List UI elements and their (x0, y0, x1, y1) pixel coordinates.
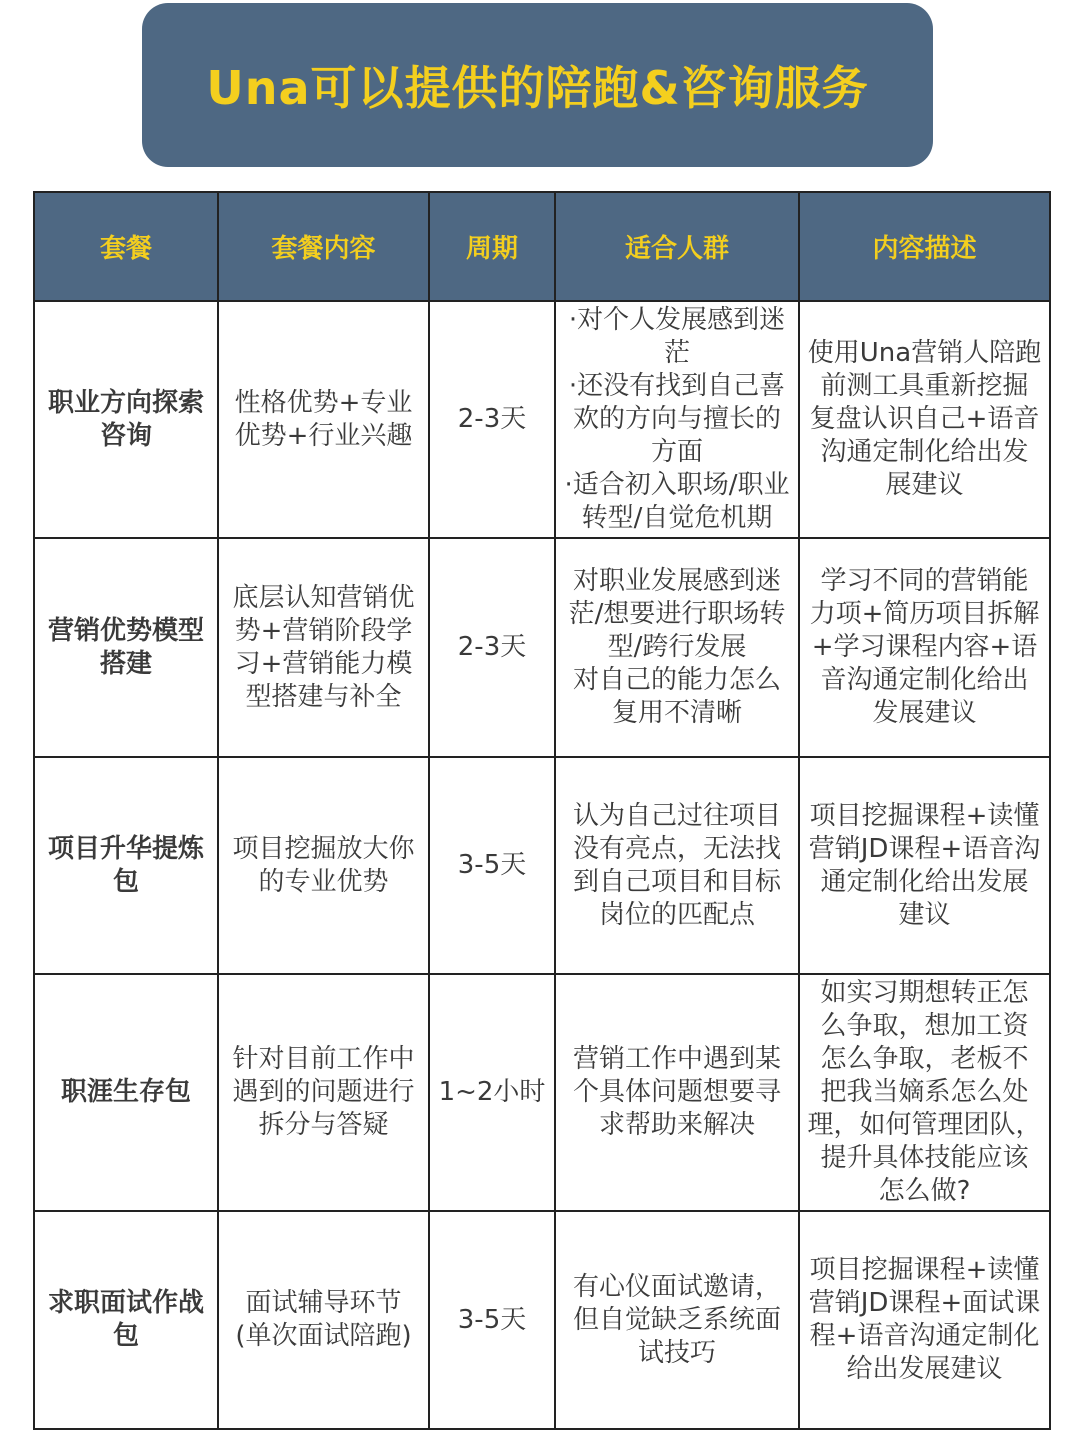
cell-text-line: 提升具体技能应该 (820, 1143, 1029, 1173)
table-row (34, 757, 1050, 974)
audience-cell (555, 301, 799, 538)
plan-content-cell (218, 1211, 429, 1429)
cell-text-line: 没有亮点，无法找 (572, 833, 781, 864)
page-title: Una可以提供的陪跑&咨询服务 (206, 61, 869, 115)
cell-text: 2-3天 (457, 632, 527, 662)
description-cell (799, 538, 1050, 757)
description-cell (799, 1211, 1050, 1429)
cell-text-line: 通定制化给出发展 (820, 866, 1029, 897)
cell-text-line: 营销JD课程+语音沟 (808, 833, 1041, 864)
header-plan: 套餐 (34, 192, 218, 301)
cell-text-line: 茫 (663, 338, 690, 368)
cell-text-line: 展建议 (885, 470, 964, 500)
cell-text-line: 发展建议 (872, 698, 977, 728)
cell-text-line: 项目升华提炼 (47, 833, 204, 864)
table-row (34, 538, 1050, 757)
cell-text-line: (单次面试陪跑) (235, 1321, 412, 1351)
plan-content-cell (218, 301, 429, 538)
cell-text-line: ·还没有找到自己喜 (568, 371, 786, 401)
cell-text-line: 前测工具重新挖掘 (820, 371, 1029, 401)
cell-text-line: 营销工作中遇到某 (572, 1044, 781, 1074)
cell-text-line: 职涯生存包 (60, 1077, 191, 1107)
cell-text-line: 复用不清晰 (611, 698, 742, 728)
cell-text-line: ·适合初入职场/职业 (564, 470, 790, 500)
table-row (34, 974, 1050, 1211)
header-plan-content: 套餐内容 (218, 192, 429, 301)
cell-text-line: +学习课程内容+语 (811, 632, 1038, 662)
cell-text-line: 底层认知营销优 (232, 582, 415, 613)
cell-text-line: 沟通定制化给出发 (820, 437, 1029, 467)
cell-text-line: 求帮助来解决 (598, 1110, 755, 1140)
cell-text-line: 力项+简历项目拆解 (809, 599, 1040, 629)
cell-text: 2-3天 (457, 404, 527, 434)
cell-text-line: 认为自己过往项目 (572, 800, 781, 831)
cell-text-line: 音沟通定制化给出 (820, 665, 1029, 695)
plan-content-cell (218, 538, 429, 757)
cell-text-line: 型/跨行发展 (607, 632, 747, 662)
header-period: 周期 (429, 192, 555, 301)
cell-text-line: 茫/想要进行职场转 (568, 599, 786, 629)
table-header-row (34, 192, 1050, 301)
cell-text-line: 如实习期想转正怎 (820, 978, 1029, 1008)
table-row (34, 301, 1050, 538)
cell-text-line: 转型/自觉危机期 (581, 503, 773, 533)
cell-text-line: 包 (112, 866, 139, 897)
plan-name-cell (34, 538, 218, 757)
period-cell (429, 538, 555, 757)
cell-text-line: 给出发展建议 (846, 1354, 1003, 1384)
cell-text-line: 理，如何管理团队， (807, 1110, 1042, 1140)
cell-text-line: 项目挖掘课程+读懂 (809, 1255, 1040, 1285)
plan-content-cell (218, 974, 429, 1211)
cell-text-line: 求职面试作战 (47, 1288, 204, 1318)
plan-name-cell (34, 301, 218, 538)
period-cell (429, 1211, 555, 1429)
cell-text-line: 把我当嫡系怎么处 (820, 1077, 1029, 1107)
cell-text-line: 怎么争取，老板不 (820, 1044, 1029, 1074)
title-banner (142, 3, 933, 167)
cell-text-line: 使用Una营销人陪跑 (807, 338, 1042, 368)
description-cell (799, 974, 1050, 1211)
cell-text-line: 建议 (898, 899, 951, 930)
plan-name-cell (34, 757, 218, 974)
cell-text-line: 但自觉缺乏系统面 (572, 1304, 781, 1335)
period-cell (429, 974, 555, 1211)
period-cell (429, 757, 555, 974)
cell-text-line: 学习不同的营销能 (820, 566, 1029, 596)
cell-text-line: 么争取，想加工资 (820, 1011, 1029, 1041)
cell-text-line: 的专业优势 (258, 866, 389, 897)
cell-text-line: 项目挖掘放大你 (232, 833, 415, 864)
cell-text-line: 方面 (650, 437, 703, 467)
cell-text-line: 拆分与答疑 (258, 1110, 389, 1140)
plan-name-cell (34, 1211, 218, 1429)
cell-text-line: 岗位的匹配点 (598, 899, 755, 930)
audience-cell (555, 538, 799, 757)
cell-text-line: 营销优势模型 (47, 615, 204, 646)
plan-content-cell (218, 757, 429, 974)
header-description: 内容描述 (799, 192, 1050, 301)
cell-text-line: 怎么做? (878, 1176, 971, 1206)
table-row (34, 1211, 1050, 1429)
cell-text-line: 试技巧 (637, 1337, 716, 1368)
audience-cell (555, 1211, 799, 1429)
cell-text-line: 项目挖掘课程+读懂 (809, 800, 1040, 831)
description-cell (799, 301, 1050, 538)
cell-text: 1~2小时 (438, 1077, 546, 1107)
header-audience: 适合人群 (555, 192, 799, 301)
description-cell (799, 757, 1050, 974)
cell-text-line: 咨询 (99, 420, 152, 451)
cell-text-line: 职业方向探索 (47, 387, 204, 418)
cell-text-line: 搭建 (99, 648, 152, 679)
cell-text-line: 型搭建与补全 (245, 681, 402, 712)
cell-text-line: 面试辅导环节 (245, 1288, 402, 1318)
cell-text-line: 势+营销阶段学 (234, 615, 413, 646)
cell-text-line: 习+营销能力模 (234, 648, 413, 679)
cell-text-line: 针对目前工作中 (232, 1044, 415, 1074)
cell-text: 3-5天 (457, 850, 527, 880)
cell-text: 3-5天 (457, 1304, 527, 1335)
cell-text-line: 营销JD课程+面试课 (808, 1288, 1041, 1318)
audience-cell (555, 974, 799, 1211)
cell-text-line: 到自己项目和目标 (572, 866, 781, 897)
cell-text-line: 对职业发展感到迷 (572, 566, 781, 596)
cell-text-line: 遇到的问题进行 (232, 1077, 415, 1107)
service-plan-table (33, 191, 1051, 1430)
audience-cell (555, 757, 799, 974)
cell-text-line: 程+语音沟通定制化 (809, 1321, 1040, 1351)
cell-text-line: 对自己的能力怎么 (572, 665, 781, 695)
cell-text-line: 优势+行业兴趣 (234, 420, 413, 451)
cell-text-line: 性格优势+专业 (234, 387, 413, 418)
period-cell (429, 301, 555, 538)
cell-text-line: 有心仪面试邀请， (572, 1271, 781, 1302)
cell-text-line: 欢的方向与擅长的 (572, 404, 781, 434)
cell-text-line: 复盘认识自己+语音 (809, 404, 1040, 434)
cell-text-line: 个具体问题想要寻 (572, 1077, 781, 1107)
plan-name-cell (34, 974, 218, 1211)
cell-text-line: ·对个人发展感到迷 (568, 305, 786, 335)
cell-text-line: 包 (112, 1321, 139, 1351)
